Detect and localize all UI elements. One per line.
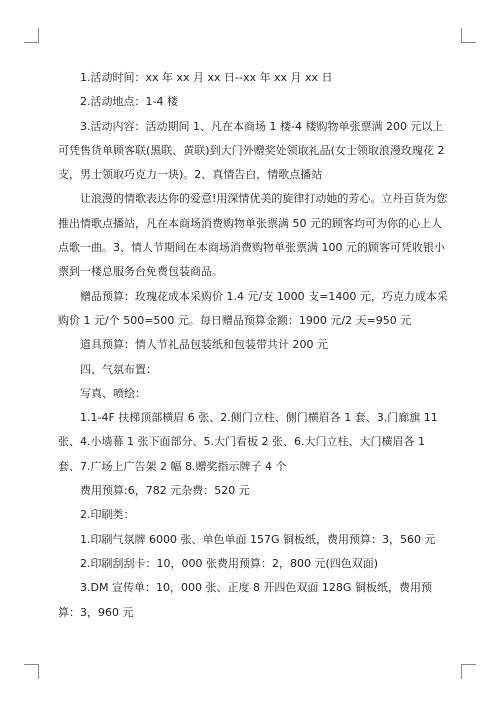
paragraph-gift-budget: 赠品预算：玫瑰花成本采购价 1.4 元/支 1000 支=1400 元，巧克力成本采购价 1 元/个 500=500 元。每日赠品预算金额：1900 元/2 天=950 元 xyxy=(58,289,448,327)
heading-printing: 2.印刷类： xyxy=(80,508,135,522)
paragraph-print-scratch-cards: 2.印刷刮刮卡：10，000 张费用预算：2，800 元(四色双面) xyxy=(80,556,379,570)
paragraph-cost-budget: 费用预算:6，782 元杂费：520 元 xyxy=(80,484,250,498)
paragraph-inkjet-items: 1.1-4F 扶梯顶部横眉 6 张、2.侧门立柱、侧门横眉各 1 套、3.门廊旗 11 张、4.小墙幕 1 张下面部分、5.大门看板 2 张、6.大门立柱、大门横眉各 1 套、7.广场上广告架 2 幅 8.赠奖指示牌子 4 个 xyxy=(58,411,442,473)
document-body xyxy=(58,66,448,625)
paragraph-print-atmosphere-cards: 1.印刷气氛牌 6000 张、单色单面 157G 铜板纸，费用预算：3，560 元 xyxy=(80,532,436,546)
paragraph-dm-flyer: 3.DM 宣传单：10，000 张、正度 8 开四色双面 128G 铜板纸，费用预算：3，960 元 xyxy=(58,581,432,619)
heading-photo-inkjet: 写真、喷绘： xyxy=(80,386,146,400)
paragraph-love-song-station: 让浪漫的情歌表达你的爱意!用深情优美的旋律打动她的芳心。立丹百货为您推出情歌点播站，凡在本商场消费购物单张票满 50 元的顾客均可为你的心上人点歌一曲。3、情人节期间在本商场消费购物单张票满 100 元的顾客可凭收银小票到一楼总服务台免费包装商品。 xyxy=(58,192,448,279)
page-corner-mark-bottom-left xyxy=(24,664,39,679)
heading-atmosphere: 四、气氛布置： xyxy=(80,362,157,376)
paragraph-activity-time: 1.活动时间：xx 年 xx 月 xx 日--xx 年 xx 月 xx 日 xyxy=(80,71,333,84)
page-corner-mark-top-right xyxy=(461,28,476,43)
paragraph-prop-budget: 道具预算：情人节礼品包装纸和包装带共计 200 元 xyxy=(80,338,328,352)
page-corner-mark-bottom-right xyxy=(461,664,476,679)
paragraph-activity-content: 3.活动内容：活动期间 1、凡在本商场 1 楼-4 楼购物单张票满 200 元以上可凭售货单顾客联(黑联、黄联)到大门外赠奖处领取礼品(女士领取浪漫玫瑰花 2 支，男士领取巧克力一块)。2、真情告白，情歌点播站 xyxy=(58,119,448,182)
paragraph-activity-location: 2.活动地点：1-4 楼 xyxy=(80,95,178,109)
page-corner-mark-top-left xyxy=(24,28,39,43)
